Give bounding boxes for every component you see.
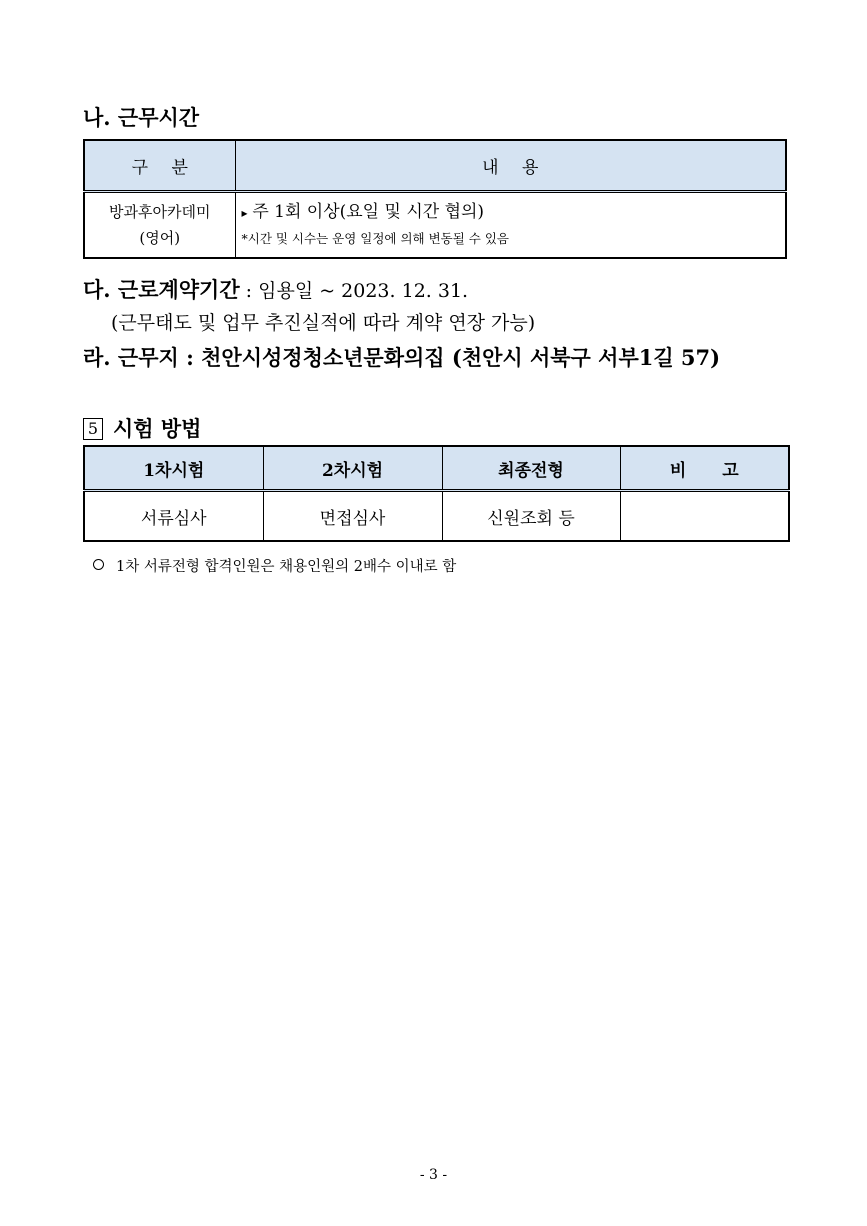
work-content-cell [235, 192, 786, 259]
contract-extension-note: (근무태도 및 업무 추진실적에 따라 계약 연장 가능) [111, 312, 536, 334]
work-category-line1: 방과후아카데미 [109, 203, 211, 221]
header-final-screening: 최종전형 [442, 446, 620, 491]
cell-remarks [620, 491, 789, 542]
page-number: - 3 - [419, 1167, 448, 1183]
cell-second-exam: 면접심사 [263, 491, 442, 542]
header-content: 내 용 [235, 140, 786, 192]
work-content-main: 주 1회 이상(요일 및 시간 협의) [252, 201, 485, 222]
contract-period-label: 다. 근로계약기간 [83, 277, 240, 302]
section-title-text: 시험 방법 [113, 416, 202, 441]
exam-note-line [93, 555, 456, 576]
contract-period-value: : 임용일 ~ 2023. 12. 31. [239, 280, 469, 302]
work-hours-table [83, 139, 787, 259]
section-title-work-hours: 나. 근무시간 [83, 105, 200, 130]
section-title-exam-method [83, 413, 201, 443]
triangle-bullet-icon: ▸ [241, 205, 248, 220]
circle-bullet-icon [93, 559, 104, 570]
header-second-exam: 2차시험 [263, 446, 442, 491]
header-first-exam: 1차시험 [84, 446, 263, 491]
work-category-line2: (영어) [139, 229, 181, 247]
header-remarks: 비 고 [620, 446, 789, 491]
section-number-box: 5 [83, 418, 103, 440]
exam-method-table [83, 445, 790, 542]
work-content-note: *시간 및 시수는 운영 일정에 의해 변동될 수 있음 [241, 230, 509, 246]
cell-first-exam: 서류심사 [84, 491, 263, 542]
header-category: 구 분 [84, 140, 235, 192]
cell-final-screening: 신원조회 등 [442, 491, 620, 542]
exam-note-text: 1차 서류전형 합격인원은 채용인원의 2배수 이내로 함 [116, 559, 457, 575]
work-location-line: 라. 근무지 : 천안시성정청소년문화의집 (천안시 서북구 서부1길 57) [83, 345, 721, 370]
work-category-cell [84, 192, 235, 259]
contract-period-line [83, 274, 468, 304]
